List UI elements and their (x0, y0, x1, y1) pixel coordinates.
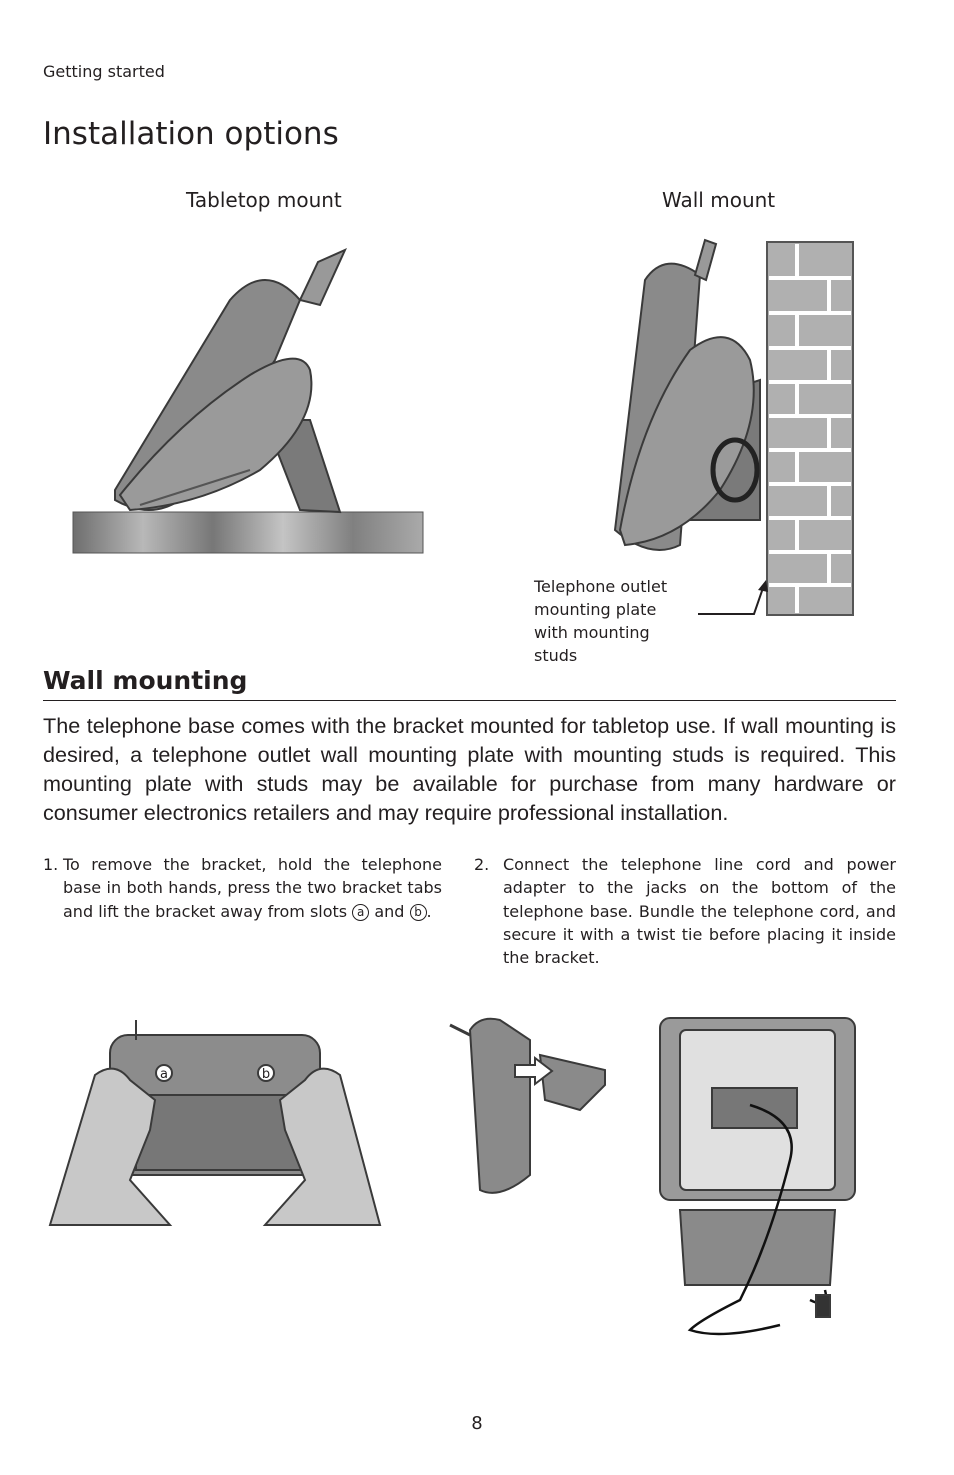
base-underside-with-cords (660, 1018, 855, 1334)
step-end: . (426, 901, 432, 921)
tabletop-mount-label: Tabletop mount (186, 188, 342, 212)
hands-removing-bracket (50, 1020, 380, 1225)
step-conjunction: and (374, 901, 405, 921)
step-text: Connect the telephone line cord and power adapter to the jacks on the bottom of the telephone base. Bundle the telephone cord, and secure it with a twist tie before placing it inside the bracket. (503, 855, 896, 968)
step-number: 1. (43, 855, 59, 874)
step-number: 2. (474, 855, 490, 874)
slot-a-label: a (160, 1067, 168, 1082)
step-text: To remove the bracket, hold the telephone base in both hands, press the two bracket tabs and lift the bracket away from slots (63, 855, 442, 921)
slot-a-marker: a (352, 904, 369, 921)
slot-b-marker: b (410, 904, 427, 921)
wall-mounting-heading: Wall mounting (43, 666, 248, 695)
section-label: Getting started (43, 62, 165, 81)
slot-b-label: b (261, 1067, 271, 1082)
bracket-lift-side-view (450, 1019, 605, 1193)
page-title: Installation options (43, 116, 339, 152)
wall-mount-callout: Telephone outlet mounting plate with mounting studs (534, 577, 668, 665)
wall-mount-label: Wall mount (662, 188, 776, 212)
page-number: 8 (471, 1413, 483, 1434)
wall-mounting-intro: The telephone base comes with the bracket mounted for tabletop use. If wall mounting is desired, a telephone outlet wall mounting plate with mounting studs is required. This mounting plate with studs may be available for purchase from many hardware or consumer electronics retailers and may require professional installation. (43, 713, 896, 825)
